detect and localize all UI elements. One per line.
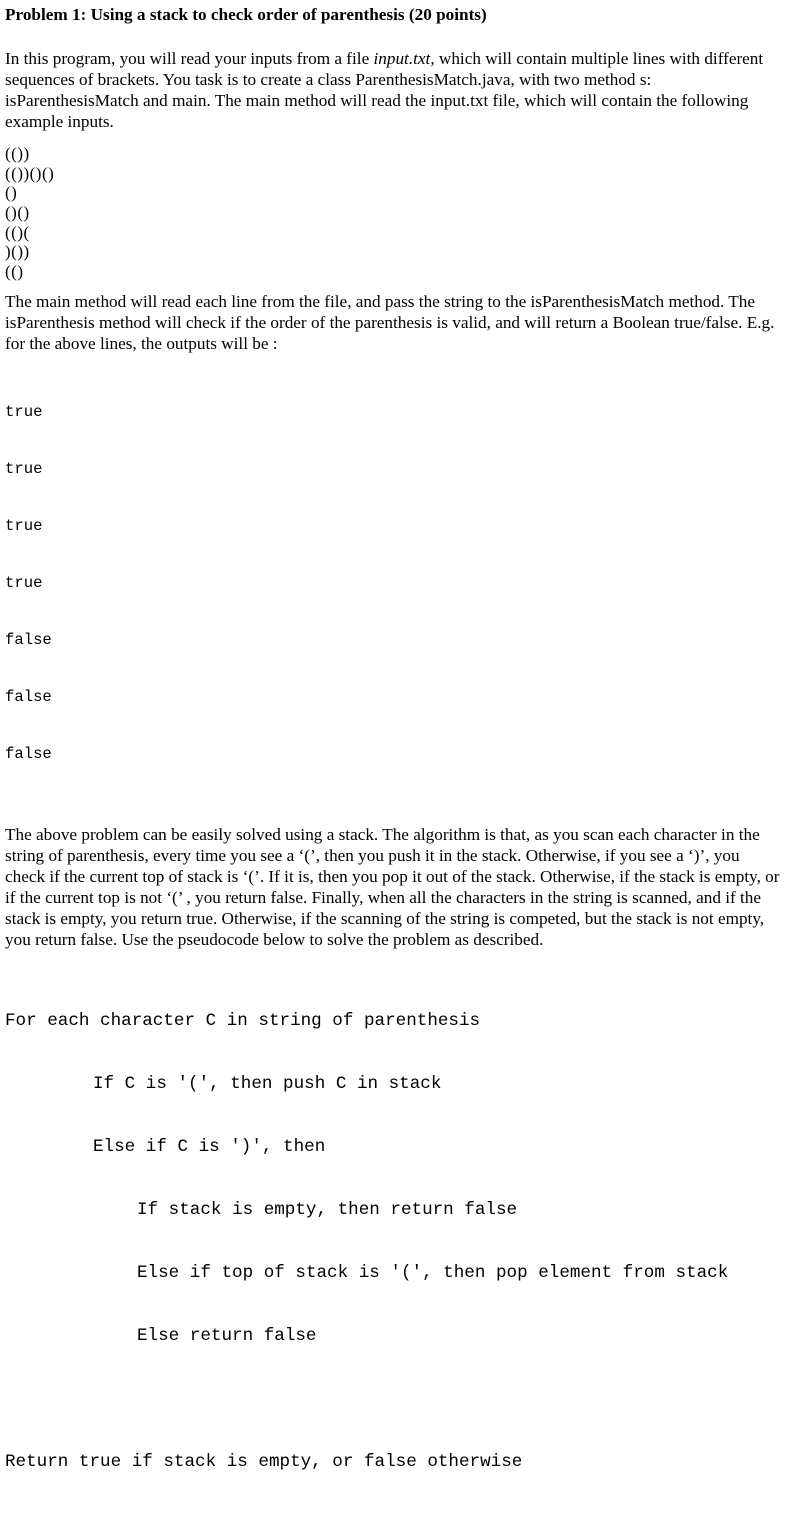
example-inputs bbox=[5, 143, 783, 281]
algorithm-paragraph: The above problem can be easily solved using a stack. The algorithm is that, as you scan each character in the string of parenthesis, every time you see a ‘(’, then you push it in the stack. Otherwise, if you see a ‘)’, you check if the current top of stack is ‘(’. If it is, then you pop it out of the stack. Otherwise, if the stack is empty, or if the current top is not ‘(’ , you return false. Finally, when all the characters in the string is scanned, and if the stack is empty, you return true. Otherwise, if the scanning of the string is competed, but the stack is not empty, you return false. Use the pseudocode below to solve the problem as described. bbox=[5, 824, 780, 949]
problem-title: Problem 1: Using a stack to check order of parenthesis (20 points) bbox=[5, 5, 487, 24]
intro-filename: input.txt bbox=[373, 49, 431, 68]
pseudocode-line: If stack is empty, then return false bbox=[137, 1199, 518, 1220]
intro-text-1: In this program, you will read your inputs from a file bbox=[5, 49, 374, 68]
example-input-line: (() bbox=[5, 262, 24, 282]
method-description-paragraph: The main method will read each line from the file, and pass the string to the isParenthesisMatch method. The isParenthesis method will check if the order of the parenthesis is valid, and will return a Boolean true/false. E.g. for the above lines, the outputs will be : bbox=[5, 291, 775, 353]
output-line: true bbox=[5, 459, 43, 478]
pseudocode-line: Else if top of stack is '(', then pop element from stack bbox=[137, 1262, 729, 1283]
example-outputs bbox=[5, 365, 783, 802]
output-line: false bbox=[5, 687, 52, 706]
example-input-line: (()) bbox=[5, 144, 30, 163]
document bbox=[5, 4, 783, 1515]
pseudocode-spacer bbox=[5, 1389, 783, 1410]
output-line: true bbox=[5, 573, 43, 592]
pseudocode-line: For each character C in string of parenthesis bbox=[5, 1010, 481, 1031]
pseudocode-line: Return true if stack is empty, or false otherwise bbox=[5, 1451, 523, 1472]
pseudocode-line: Else if C is ')', then bbox=[93, 1136, 326, 1157]
example-input-line: (()( bbox=[5, 222, 30, 242]
intro-text-2: , which will contain multiple lines with different sequences of brackets. You task is to create a class ParenthesisMatch.java, with two method s: isParenthesisMatch and main. The main method will read the input.txt file, which will contain the following example inputs. bbox=[5, 49, 764, 131]
example-input-line: (())()() bbox=[5, 163, 55, 183]
pseudocode-line: Else return false bbox=[137, 1325, 317, 1346]
pseudocode-block bbox=[5, 969, 783, 1515]
intro-paragraph bbox=[5, 48, 783, 132]
output-line: false bbox=[5, 630, 52, 649]
pseudocode-line: If C is '(', then push C in stack bbox=[93, 1073, 442, 1094]
example-input-line: )()) bbox=[5, 242, 30, 262]
example-input-line: () bbox=[5, 183, 18, 203]
output-line: true bbox=[5, 516, 43, 535]
output-line: false bbox=[5, 744, 52, 763]
output-line: true bbox=[5, 402, 43, 421]
example-input-line: ()() bbox=[5, 203, 30, 223]
